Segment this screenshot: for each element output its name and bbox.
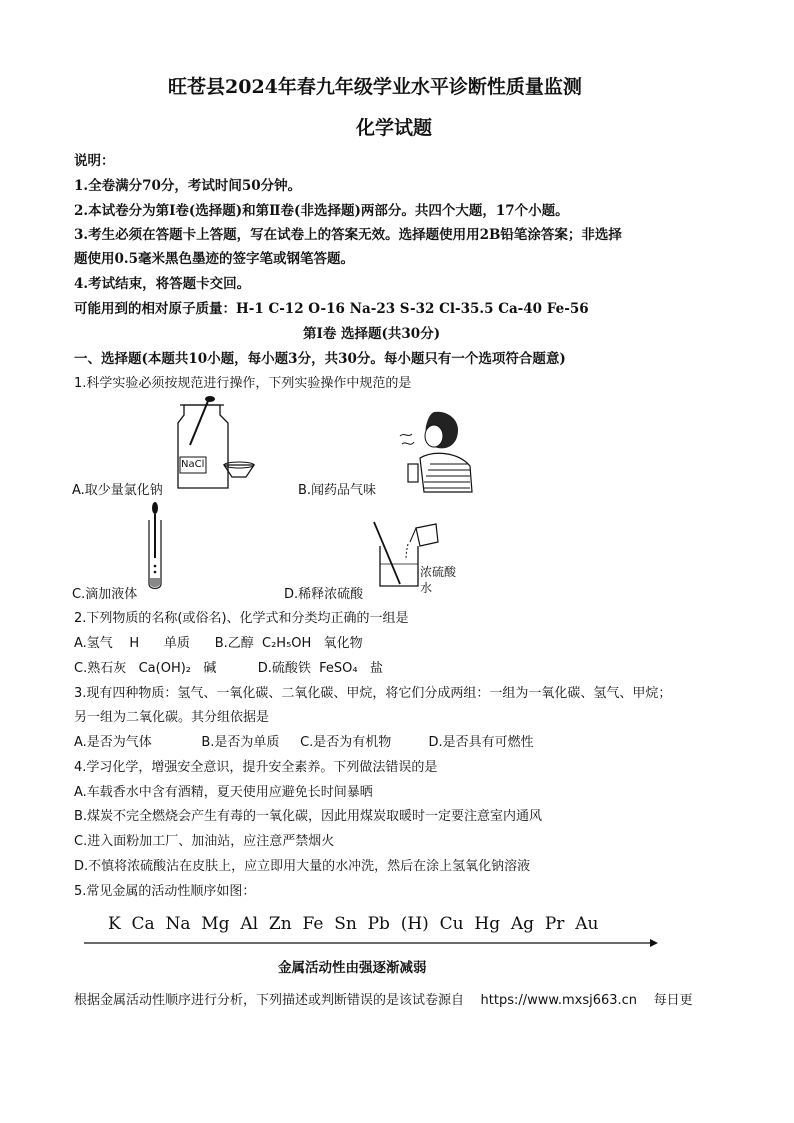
bottle-label: NaCl xyxy=(181,459,205,470)
section-heading: 一、选择题(本题共10小题，每小题3分，共30分。每小题只有一个选项符合题意) xyxy=(74,351,566,367)
note-1: 1.全卷满分70分，考试时间50分钟。 xyxy=(74,178,302,194)
atomic-masses: 可能用到的相对原子质量：H-1 C-12 O-16 Na-23 S-32 Cl-35.5 Ca-40 Fe-56 xyxy=(74,301,589,317)
subject-title: 化学试题 xyxy=(356,117,433,139)
note-3-cont: 题使用0.5毫米黑色墨迹的签字笔或钢笔答题。 xyxy=(74,251,354,267)
dropper-test-tube-illustration xyxy=(140,500,170,595)
note-2: 2.本试卷分为第Ⅰ卷(选择题)和第Ⅱ卷(非选择题)两部分。共四个大题，17个小题。 xyxy=(74,203,569,219)
part1-title: 第Ⅰ卷 选择题(共30分) xyxy=(303,326,441,342)
q5-followup: 根据金属活动性顺序进行分析，下列描述或判断错误的是该试卷源自 https://www.mxsj663.cn 每日更 xyxy=(74,993,693,1008)
nacl-bottle-illustration xyxy=(160,393,260,493)
q4-option-c: C.进入面粉加工厂、加油站，应注意严禁烟火 xyxy=(74,834,335,849)
q4-stem: 4.学习化学，增强安全意识，提升安全素养。下列做法错误的是 xyxy=(74,760,438,775)
label-conc-acid: 浓硫酸 xyxy=(420,565,457,579)
q3-stem: 3.现有四种物质：氢气、一氧化碳、二氧化碳、甲烷，将它们分成两组：一组为一氧化碳、氢气、甲烷； xyxy=(74,686,672,701)
q2-options-ab: A.氢气 H 单质 B.乙醇 C₂H₅OH 氧化物 xyxy=(74,636,363,651)
q3-options: A.是否为气体 B.是否为单质 C.是否为有机物 D.是否具有可燃性 xyxy=(74,735,534,750)
note-4: 4.考试结束，将答题卡交回。 xyxy=(74,276,251,292)
activity-arrow xyxy=(84,938,660,948)
note-3: 3.考生必须在答题卡上答题，写在试卷上的答案无效。选择题使用用2B铅笔涂答案；非选择 xyxy=(74,227,622,243)
q5-stem: 5.常见金属的活动性顺序如图： xyxy=(74,884,256,899)
q1-option-a: A.取少量氯化钠 xyxy=(72,483,163,498)
notes-heading: 说明： xyxy=(74,153,115,169)
q1-option-c: C.滴加液体 xyxy=(72,587,138,602)
q1-option-d: D.稀释浓硫酸 xyxy=(284,587,364,602)
q1-option-b: B.闻药品气味 xyxy=(298,483,377,498)
q4-option-a: A.车载香水中含有酒精，夏天使用应避免长时间暴晒 xyxy=(74,785,373,800)
q3-stem-cont: 另一组为二氧化碳。其分组依据是 xyxy=(74,710,270,725)
activity-arrow-label: 金属活动性由强逐渐减弱 xyxy=(278,960,427,976)
person-smelling-illustration xyxy=(398,408,478,493)
label-water: 水 xyxy=(420,581,433,595)
metal-activity-sequence: K Ca Na Mg Al Zn Fe Sn Pb (H) Cu Hg Ag Pr Au xyxy=(108,914,599,934)
q2-stem: 2.下列物质的名称(或俗名)、化学式和分类均正确的一组是 xyxy=(74,611,409,626)
q2-options-cd: C.熟石灰 Ca(OH)₂ 碱 D.硫酸铁 FeSO₄ 盐 xyxy=(74,661,383,676)
q1-stem: 1.科学实验必须按规范进行操作，下列实验操作中规范的是 xyxy=(74,376,412,391)
q4-option-b: B.煤炭不完全燃烧会产生有毒的一氧化碳，因此用煤炭取暖时一定要注意室内通风 xyxy=(74,809,543,824)
exam-title: 旺苍县2024年春九年级学业水平诊断性质量监测 xyxy=(168,76,582,98)
q4-option-d: D.不慎将浓硫酸沾在皮肤上，应立即用大量的水冲洗，然后在涂上氢氧化钠溶液 xyxy=(74,859,531,874)
